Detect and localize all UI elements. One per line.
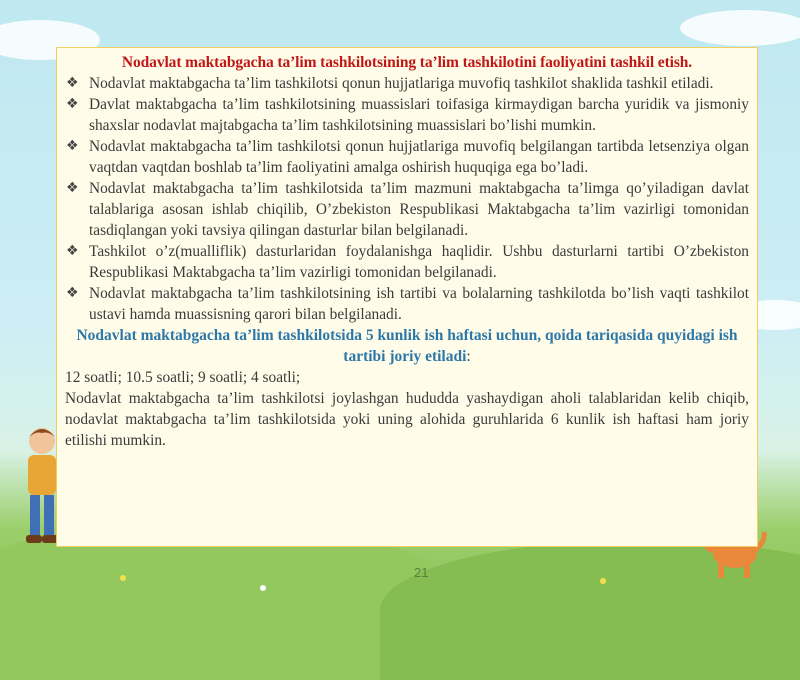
bullet-list <box>65 73 749 325</box>
list-item-text: Davlat maktabgacha ta’lim tashkilotsining muassislari toifasiga kirmaydigan barcha yuridik va jismoniy shaxslar nodavlat majtabgacha ta’lim tashkilotsining muassislari bo’lishi mumkin. <box>89 96 749 134</box>
list-item <box>65 241 749 283</box>
flower-decoration <box>260 585 266 591</box>
diamond-bullet-icon: ❖ <box>66 75 79 91</box>
schedule-subtitle <box>65 325 749 367</box>
flower-decoration <box>120 575 126 581</box>
page-number: 21 <box>414 565 429 580</box>
list-item-text: Nodavlat maktabgacha ta’lim tashkilotsi qonun hujjatlariga muvofiq tashkilot shaklida tashkil etiladi. <box>89 75 714 92</box>
cloud-decoration <box>680 10 800 46</box>
hours-text: 12 soatli; 10.5 soatli; 9 soatli; 4 soatli; <box>65 369 301 386</box>
list-item <box>65 283 749 325</box>
slide-title: Nodavlat maktabgacha ta’lim tashkilotsining ta’lim tashkilotini faoliyatini tashkil etish. <box>121 54 693 71</box>
list-item-text: Nodavlat maktabgacha ta’lim tashkilotsida ta’lim mazmuni maktabgacha ta’limga qo’yiladigan davlat talablariga asosan ishlab chiqilib, O’zbekiston Respublikasi Maktabgacha ta’lim vazirligi tomonidan tasdiqlangan yoki tavsiya qilingan dasturlar bilan belgilanadi. <box>89 180 749 239</box>
list-item-text: Nodavlat maktabgacha ta’lim tashkilotsining ish tartibi va bolalarning tashkilotda bo’lish vaqti tashkilot ustavi hamda muassisning qarori bilan belgilanadi. <box>89 285 749 323</box>
closing-paragraph: Nodavlat maktabgacha ta’lim tashkilotsi joylashgan hududda yashaydigan aholi talablaridan kelib chiqib, nodavlat maktabgacha ta’lim tashkilotsida yoki uning alohida guruhlarida 6 kunlik ish haftasi ham joriy etilishi mumkin. <box>65 390 749 449</box>
list-item <box>65 73 749 94</box>
diamond-bullet-icon: ❖ <box>66 243 79 259</box>
diamond-bullet-icon: ❖ <box>66 285 79 301</box>
list-item-text: Nodavlat maktabgacha ta’lim tashkilotsi qonun hujjatlariga muvofiq belgilangan tartibda letsenziya olgan vaqtdan vaqtdan boshlab ta’lim faoliyatini amalga oshirish huquqiga ega bo’ladi. <box>89 138 749 176</box>
diamond-bullet-icon: ❖ <box>66 180 79 196</box>
schedule-subtitle-text: Nodavlat maktabgacha ta’lim tashkilotsida 5 kunlik ish haftasi uchun, qoida tariqasida quyidagi ish tartibi joriy etiladi <box>76 327 738 365</box>
diamond-bullet-icon: ❖ <box>66 138 79 154</box>
list-item <box>65 136 749 178</box>
list-item <box>65 94 749 136</box>
schedule-subtitle-colon: : <box>466 348 471 365</box>
diamond-bullet-icon: ❖ <box>66 96 79 112</box>
list-item <box>65 178 749 241</box>
content-panel <box>56 47 758 547</box>
flower-decoration <box>600 578 606 584</box>
list-item-text: Tashkilot o’z(mualliflik) dasturlaridan foydalanishga haqlidir. Ushbu dasturlarni tartibi O’zbekiston Respublikasi Maktabgacha ta’lim vazirligi tomonidan belgilanadi. <box>89 243 749 281</box>
